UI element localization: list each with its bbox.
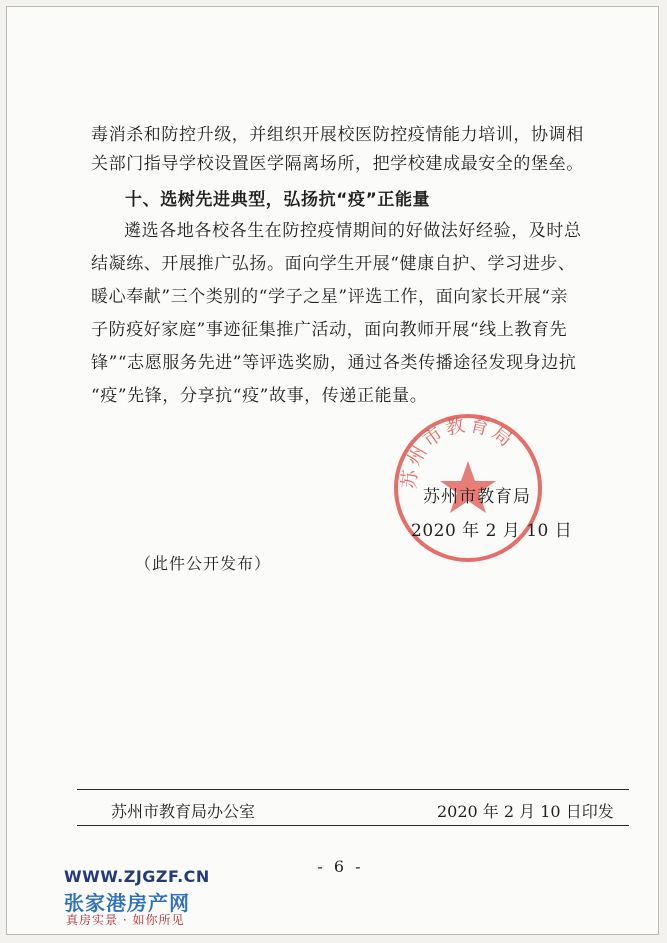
signature-date: 2020 年 2 月 10 日 bbox=[411, 521, 573, 541]
watermark-slogan: 真房实景 · 如你所见 bbox=[66, 913, 185, 927]
body-text-line: 关部门指导学校设置医学隔离场所，把学校建成最安全的堡垒。 bbox=[91, 154, 584, 174]
footer-issue-date: 2020 年 2 月 10 日印发 bbox=[437, 802, 614, 821]
body-text-line: 毒消杀和防控升级，并组织开展校医防控疫情能力培训，协调相 bbox=[91, 125, 584, 145]
body-text-line: 锋”“志愿服务先进”等评选奖励，通过各类传播途径发现身边抗 bbox=[91, 353, 577, 373]
body-text-line: 遴选各地各校各生在防控疫情期间的好做法好经验，及时总 bbox=[124, 221, 582, 241]
watermark-brand: 张家港房产网 bbox=[64, 891, 190, 915]
section-heading: 十、选树先进典型，弘扬抗“疫”正能量 bbox=[125, 190, 431, 210]
signature-organization: 苏州市教育局 bbox=[423, 487, 531, 507]
document-page bbox=[6, 6, 659, 935]
body-text-line: “疫”先锋，分享抗“疫”故事，传递正能量。 bbox=[91, 386, 428, 406]
public-release-note: （此件公开发布） bbox=[135, 554, 272, 573]
page-number: - 6 - bbox=[317, 857, 364, 876]
body-text-line: 暖心奉献”三个类别的“学子之星”评选工作，面向家长开展“亲 bbox=[91, 287, 569, 307]
watermark-url: WWW.ZJGZF.CN bbox=[64, 867, 210, 886]
body-text-line: 子防疫好家庭”事迹征集推广活动，面向教师开展“线上教育先 bbox=[91, 320, 568, 340]
footer-top-rule bbox=[77, 789, 629, 790]
footer-bottom-rule bbox=[77, 825, 629, 826]
body-text-line: 结凝练、开展推广弘扬。面向学生开展“健康自护、学习进步、 bbox=[91, 254, 576, 274]
footer-issuer: 苏州市教育局办公室 bbox=[111, 802, 256, 821]
svg-text:苏州市教育局: 苏州市教育局 bbox=[398, 413, 519, 490]
